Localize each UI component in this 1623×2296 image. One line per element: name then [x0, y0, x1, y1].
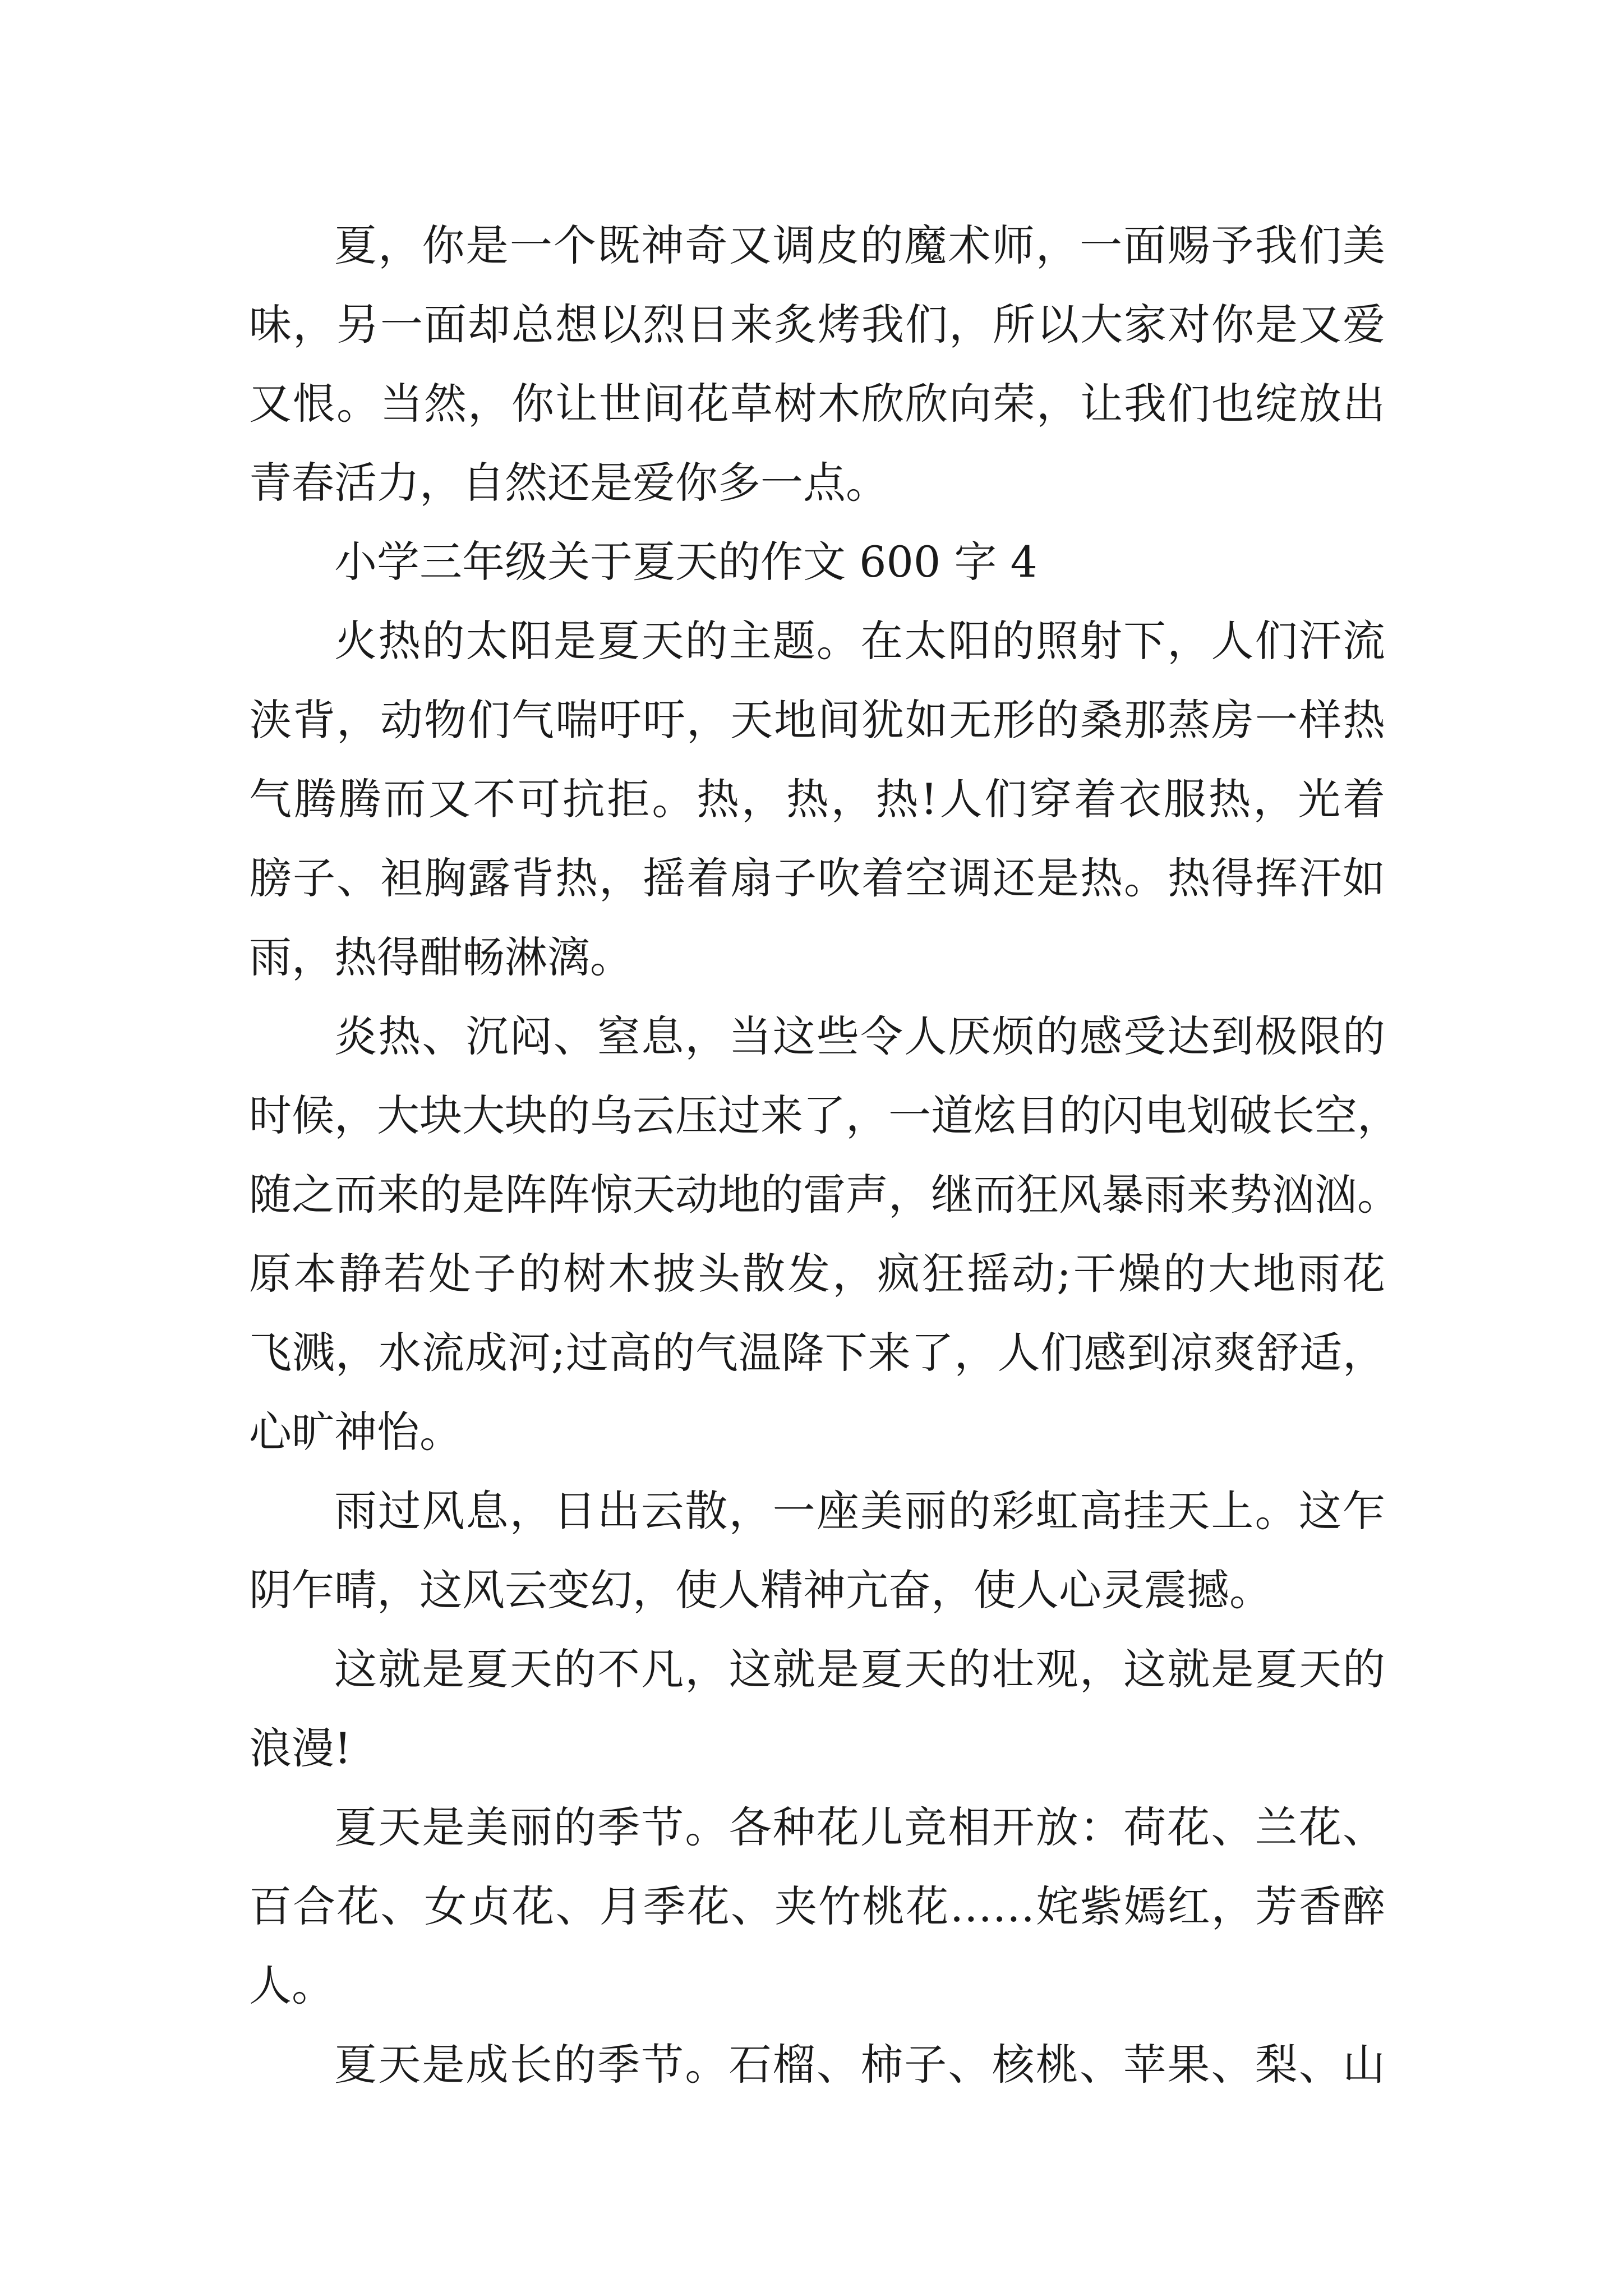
- text-line: 青春活力，自然还是爱你多一点。: [249, 458, 888, 508]
- text-line: 夏天是美丽的季节。各种花儿竞相开放：荷花、兰花、: [334, 1802, 1385, 1852]
- text-line: 人。: [249, 1961, 334, 2010]
- text-line: 夏天是成长的季节。石榴、柿子、核桃、苹果、梨、山: [334, 2040, 1385, 2090]
- text-line: 这就是夏天的不凡，这就是夏天的壮观，这就是夏天的: [334, 1644, 1385, 1694]
- text-line: 心旷神怡。: [249, 1407, 462, 1457]
- text-line: 膀子、袒胸露背热，摇着扇子吹着空调还是热。热得挥汗如: [249, 853, 1385, 903]
- text-line: 阴乍晴，这风云变幻，使人精神亢奋，使人心灵震撼。: [249, 1565, 1272, 1615]
- text-line: 炎热、沉闷、窒息，当这些令人厌烦的感受达到极限的: [334, 1011, 1385, 1061]
- text-line: 气腾腾而又不可抗拒。热，热，热!人们穿着衣服热，光着: [249, 774, 1385, 824]
- text-line: 百合花、女贞花、月季花、夹竹桃花……姹紫嫣红，芳香醉: [249, 1881, 1385, 1931]
- text-line: 雨过风息，日出云散，一座美丽的彩虹高挂天上。这乍: [334, 1486, 1385, 1536]
- text-line: 随之而来的是阵阵惊天动地的雷声，继而狂风暴雨来势汹汹。: [249, 1170, 1400, 1220]
- text-line: 浪漫!: [249, 1723, 352, 1773]
- text-line: 飞溅，水流成河;过高的气温降下来了，人们感到凉爽舒适，: [249, 1328, 1385, 1378]
- text-line: 味，另一面却总想以烈日来炙烤我们，所以大家对你是又爱: [249, 300, 1385, 349]
- text-line: 浃背，动物们气喘吁吁，天地间犹如无形的桑那蒸房一样热: [249, 695, 1385, 745]
- text-line: 时候，大块大块的乌云压过来了，一道炫目的闪电划破长空，: [249, 1091, 1400, 1140]
- text-line: 又恨。当然，你让世间花草树木欣欣向荣，让我们也绽放出: [249, 379, 1385, 429]
- text-line: 原本静若处子的树木披头散发，疯狂摇动;干燥的大地雨花: [249, 1249, 1385, 1299]
- text-line: 夏，你是一个既神奇又调皮的魔术师，一面赐予我们美: [334, 220, 1385, 270]
- text-line: 火热的太阳是夏天的主题。在太阳的照射下，人们汗流: [334, 616, 1385, 666]
- text-line: 雨，热得酣畅淋漓。: [249, 932, 633, 982]
- section-heading: 小学三年级关于夏天的作文 600 字 4: [334, 537, 1038, 587]
